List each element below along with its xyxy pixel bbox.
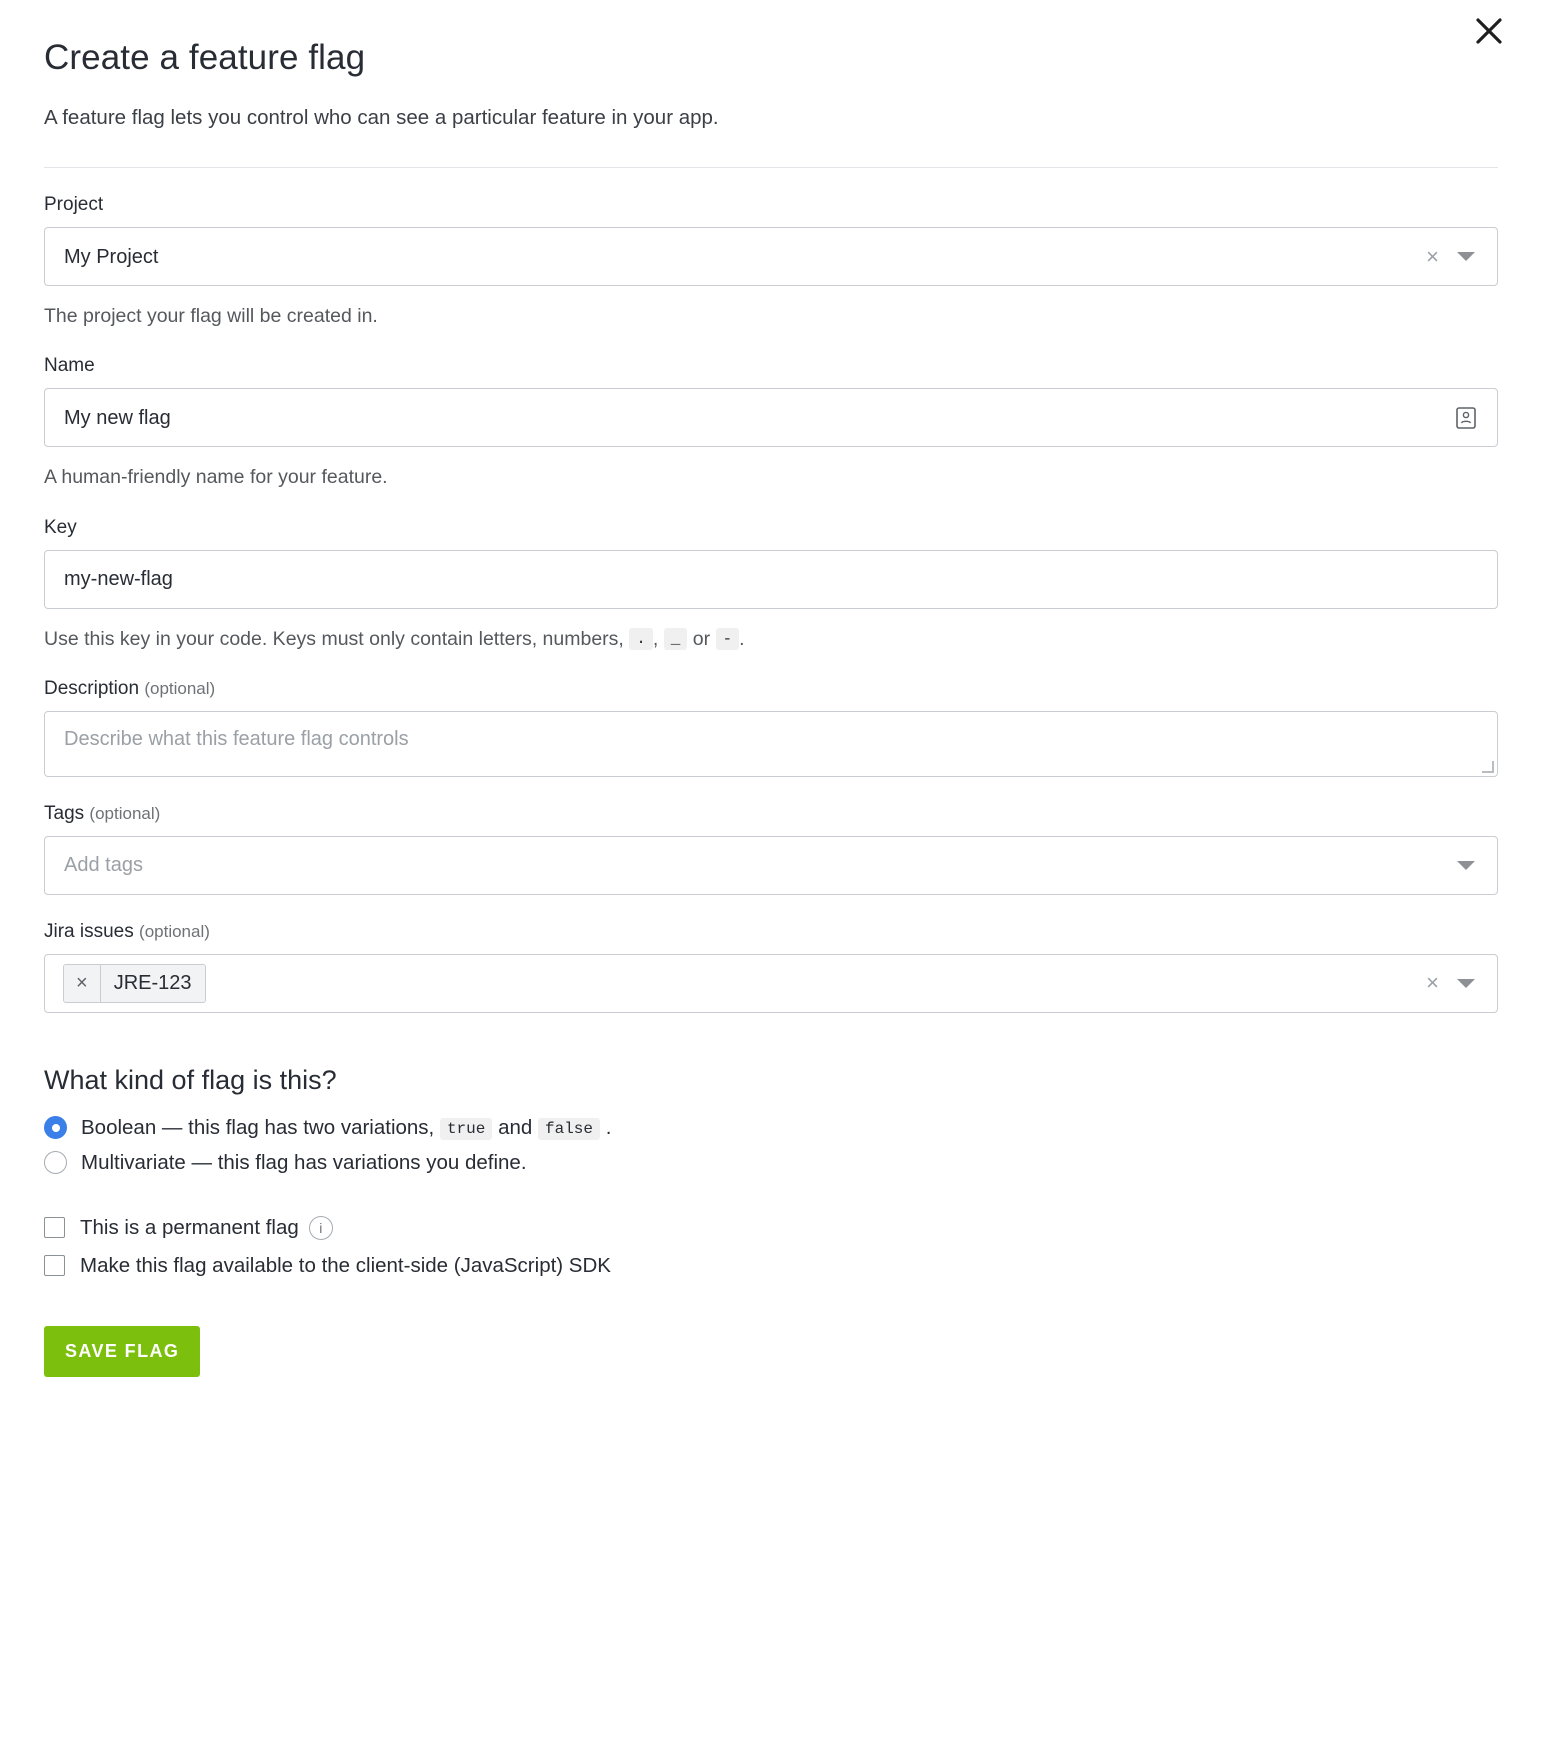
checkbox-permanent-icon[interactable]: [44, 1217, 65, 1238]
jira-chip-remove-icon[interactable]: ×: [64, 965, 101, 1002]
checkbox-row-permanent[interactable]: [44, 1216, 1498, 1240]
description-label: [44, 678, 1498, 700]
project-field: [44, 168, 1498, 329]
jira-clear-icon[interactable]: ×: [1426, 970, 1439, 996]
tags-label-text: Tags: [44, 802, 85, 824]
save-flag-button[interactable]: SAVE FLAG: [44, 1326, 200, 1377]
dialog-subtitle: A feature flag lets you control who can see a particular feature in your app.: [44, 106, 719, 129]
bottom-spacer: [44, 1377, 1498, 1437]
project-select[interactable]: [44, 227, 1498, 286]
flag-kind-section-title: What kind of flag is this?: [44, 1064, 337, 1095]
jira-issues-field: [44, 895, 1498, 1013]
radio-boolean-icon[interactable]: [44, 1116, 67, 1139]
radio-option-boolean[interactable]: [44, 1116, 1498, 1140]
project-help-text: The project your flag will be created in.: [44, 305, 378, 327]
key-help-comma: ,: [652, 627, 659, 650]
description-placeholder: Describe what this feature flag controls: [64, 727, 409, 750]
name-field: [44, 329, 1498, 490]
jira-issues-label-text: Jira issues: [44, 920, 134, 942]
name-help-text: A human-friendly name for your feature.: [44, 466, 388, 489]
jira-issues-select[interactable]: [44, 954, 1498, 1013]
key-help-underscore: _: [664, 628, 688, 650]
key-help-text: [44, 609, 1498, 652]
jira-issues-optional-tag: (optional): [139, 921, 210, 941]
name-input-value: My new flag: [64, 406, 171, 429]
project-selected-value: My Project: [64, 245, 159, 268]
radio-boolean-text-post: .: [605, 1115, 612, 1139]
checkbox-client-side-label: Make this flag available to the client-side (JavaScript) SDK: [80, 1253, 611, 1277]
jira-issues-label: [44, 921, 1498, 943]
checkbox-permanent-label: This is a permanent flag: [80, 1215, 299, 1239]
contact-card-glyph: [1455, 406, 1477, 430]
key-input-wrapper[interactable]: [44, 550, 1498, 609]
key-field: [44, 491, 1498, 652]
jira-chips-container: [59, 964, 1414, 1003]
key-help-or: or: [692, 627, 711, 650]
key-input-value: my-new-flag: [64, 568, 173, 591]
radio-multivariate-label: Multivariate — this flag has variations you define.: [81, 1150, 527, 1174]
description-field: [44, 652, 1498, 777]
checkbox-row-client-side[interactable]: [44, 1254, 1498, 1278]
chevron-down-icon[interactable]: [1457, 861, 1475, 870]
key-label: Key: [44, 516, 77, 538]
description-textarea[interactable]: [44, 711, 1498, 777]
tags-select[interactable]: [44, 836, 1498, 895]
name-input-wrapper[interactable]: [44, 388, 1498, 447]
jira-chip-label: JRE-123: [101, 965, 205, 1002]
description-label-text: Description: [44, 677, 140, 699]
tags-placeholder: Add tags: [64, 854, 143, 877]
tags-field: [44, 777, 1498, 895]
project-clear-icon[interactable]: ×: [1426, 243, 1439, 269]
contact-card-icon[interactable]: [1453, 404, 1479, 432]
page-title: Create a feature flag: [44, 38, 366, 77]
tags-optional-tag: (optional): [89, 803, 161, 823]
key-help-dot: .: [629, 628, 653, 650]
key-help-period: .: [739, 627, 745, 650]
jira-chip[interactable]: [63, 964, 206, 1003]
chevron-down-icon[interactable]: [1457, 252, 1475, 261]
chevron-down-icon[interactable]: [1457, 979, 1475, 988]
key-help-pre: Use this key in your code. Keys must only contain letters, numbers,: [44, 627, 624, 650]
radio-boolean-label: [81, 1116, 611, 1140]
flag-options-checkboxes: [44, 1186, 1498, 1278]
project-label: Project: [44, 194, 104, 215]
key-help-dash: -: [716, 628, 740, 650]
resize-handle-icon[interactable]: [1482, 761, 1494, 773]
name-label: Name: [44, 355, 95, 377]
radio-boolean-code-true: true: [440, 1118, 492, 1140]
radio-boolean-text-pre: Boolean — this flag has two variations,: [81, 1115, 435, 1139]
info-icon[interactable]: i: [309, 1216, 333, 1240]
close-x-glyph: [1474, 16, 1504, 46]
description-optional-tag: (optional): [144, 678, 216, 698]
radio-option-multivariate[interactable]: [44, 1151, 1498, 1175]
checkbox-client-side-icon[interactable]: [44, 1255, 65, 1276]
radio-boolean-and: and: [498, 1115, 533, 1139]
radio-boolean-code-false: false: [538, 1118, 600, 1140]
close-icon[interactable]: [1466, 8, 1512, 54]
radio-multivariate-icon[interactable]: [44, 1151, 67, 1174]
tags-label: [44, 803, 1498, 825]
